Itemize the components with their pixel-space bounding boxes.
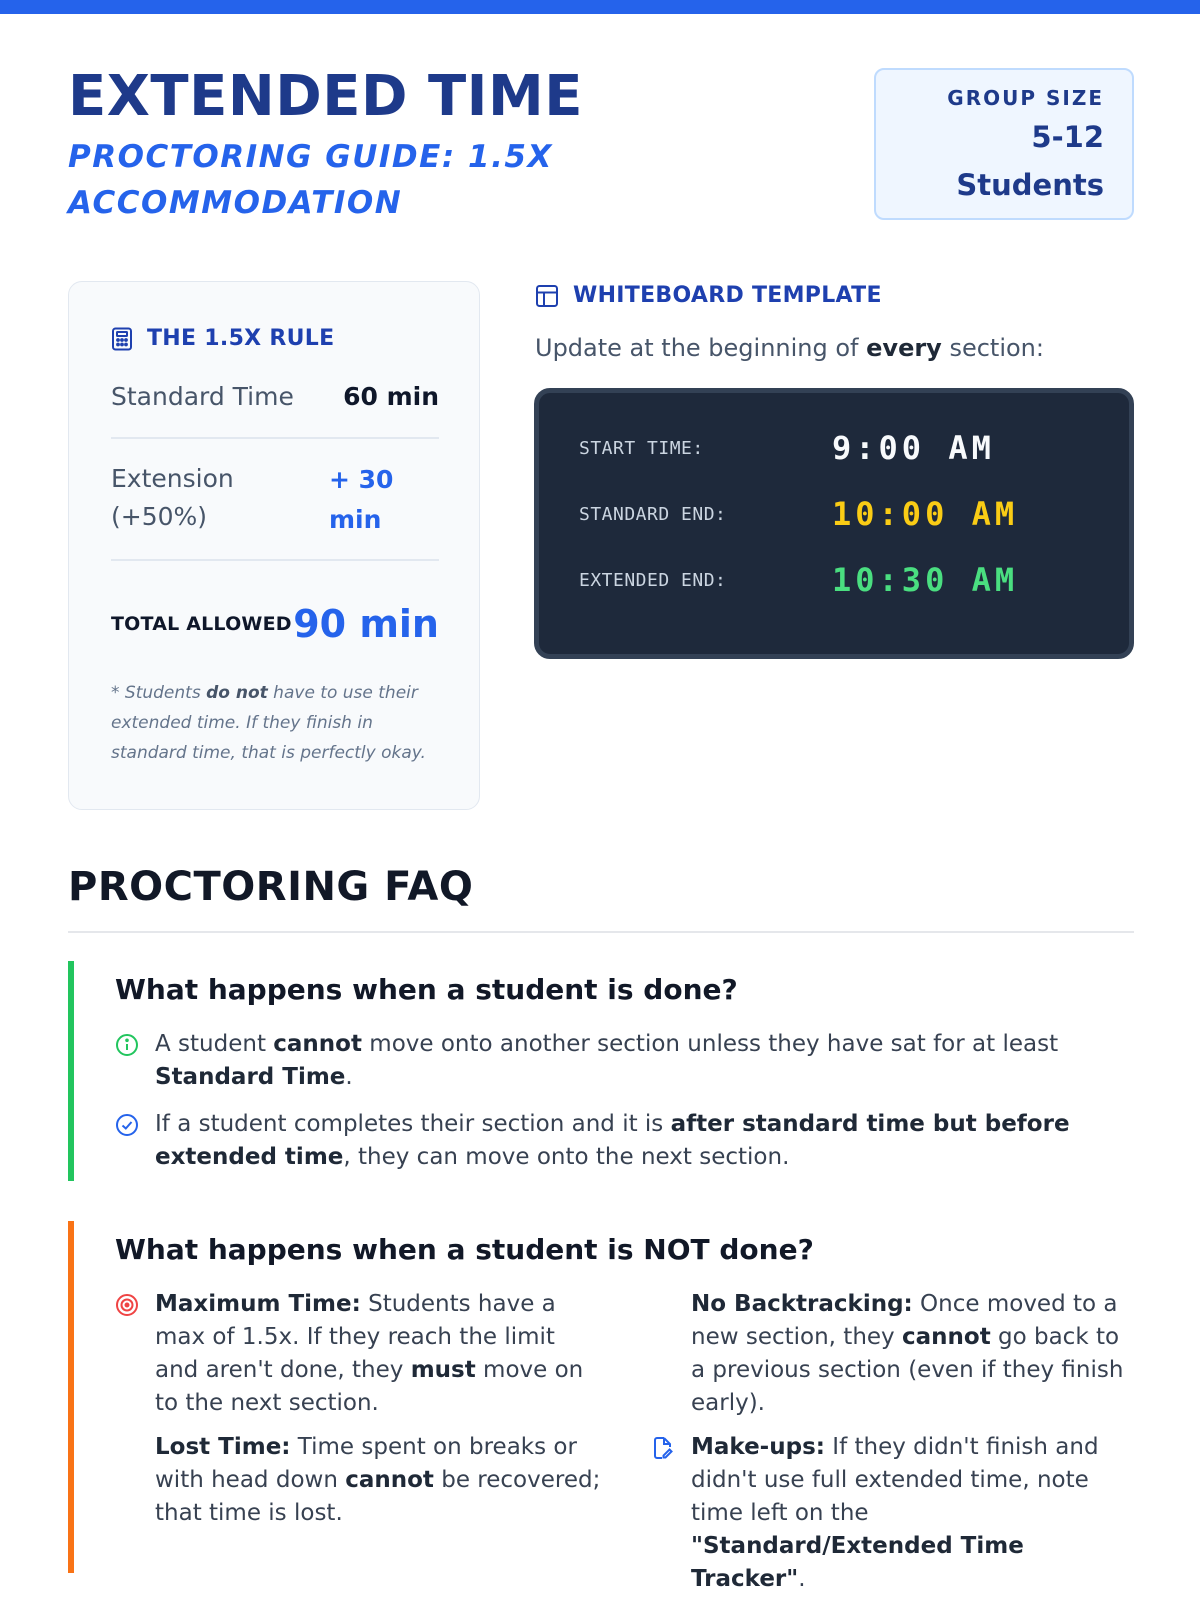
standard-time-row (111, 378, 439, 416)
faq-accent-bar (68, 1221, 74, 1573)
group-size-unit: Students (956, 168, 1104, 202)
intro-text: section: (941, 334, 1044, 362)
rule-divider (111, 437, 439, 439)
faq-answer-make-ups (651, 1431, 1136, 1596)
extension-value-line1: + 30 (329, 465, 394, 494)
faq-answer-no-backtracking (691, 1288, 1136, 1420)
info-icon (115, 1033, 139, 1057)
extension-label-line1: Extension (111, 464, 234, 493)
total-value: 90 min (293, 602, 439, 646)
faq-question: What happens when a student is done? (115, 973, 738, 1006)
layout-template-icon (535, 284, 559, 308)
extension-row (111, 460, 439, 540)
check-circle-icon (115, 1113, 139, 1137)
rule-divider (111, 559, 439, 561)
calculator-icon (111, 327, 133, 351)
board-label: START TIME: (579, 437, 704, 459)
note-emphasis: do not (206, 683, 268, 703)
extension-value-line2: min (329, 505, 382, 534)
page-title: EXTENDED TIME (68, 64, 583, 129)
board-label: STANDARD END: (579, 503, 727, 525)
top-accent-bar (0, 0, 1200, 14)
intro-emphasis: every (866, 334, 942, 362)
note-text: have to use their extended time. If they finish in standard time, that is perfectly okay. (111, 683, 426, 763)
page-subtitle: PROCTORING GUIDE: 1.5X ACCOMMODATION (68, 139, 553, 221)
target-icon (115, 1293, 139, 1317)
extension-label (111, 460, 234, 536)
standard-time-value: 60 min (343, 382, 439, 411)
board-label: EXTENDED END: (579, 569, 727, 591)
group-size-box (874, 68, 1134, 220)
board-row-start (579, 429, 1099, 467)
rule-heading-text: THE 1.5X RULE (147, 326, 335, 351)
faq-answer-text: Maximum Time: Students have a max of 1.5x. If they reach the limit and aren't done, they must move on to the next section. (155, 1291, 584, 1416)
board-value: 10:00 AM (832, 495, 1019, 533)
faq-question: What happens when a student is NOT done? (115, 1233, 814, 1266)
extension-value (329, 460, 439, 540)
intro-text: Update at the beginning of (535, 334, 867, 362)
faq-answer-lost-time (155, 1431, 605, 1530)
whiteboard-intro (535, 334, 1044, 362)
faq-answer-max-time (115, 1288, 605, 1420)
group-size-range: 5-12 (1031, 120, 1104, 154)
whiteboard-heading-text: WHITEBOARD TEMPLATE (573, 283, 882, 308)
group-size-label: GROUP SIZE (947, 86, 1104, 110)
total-label: TOTAL ALLOWED (111, 613, 292, 635)
board-value: 9:00 AM (832, 429, 995, 467)
faq-title: PROCTORING FAQ (68, 864, 474, 910)
faq-answer-text: If a student completes their section and it is after standard time but before extended time, they can move onto the next section. (155, 1111, 1070, 1170)
faq-answer-text: No Backtracking: Once moved to a new section, they cannot go back to a previous section (even if they finish early). (691, 1291, 1124, 1416)
file-edit-icon (651, 1436, 675, 1460)
whiteboard-heading (535, 283, 882, 308)
faq-divider (68, 931, 1134, 933)
total-row (111, 602, 439, 646)
faq-done-block (68, 961, 1134, 1181)
board-value: 10:30 AM (832, 561, 1019, 599)
rule-note (111, 678, 439, 768)
standard-time-label: Standard Time (111, 382, 294, 411)
faq-answer-text: Make-ups: If they didn't finish and didn't use full extended time, note time left on the "Standard/Extended Time Tracker". (691, 1434, 1099, 1592)
faq-accent-bar (68, 961, 74, 1181)
faq-answer (115, 1108, 1115, 1174)
faq-answer (115, 1028, 1115, 1094)
faq-not-done-block (68, 1221, 1134, 1592)
faq-answer-text: A student cannot move onto another section unless they have sat for at least Standard Time. (155, 1031, 1059, 1090)
faq-answer-text: Lost Time: Time spent on breaks or with head down cannot be recovered; that time is lost. (155, 1434, 601, 1526)
board-row-extended-end (579, 561, 1099, 599)
note-text: * Students (111, 683, 207, 703)
whiteboard (534, 388, 1134, 659)
rule-heading (111, 326, 334, 351)
board-row-standard-end (579, 495, 1099, 533)
rule-card (68, 281, 480, 810)
extension-label-line2: (+50%) (111, 502, 208, 531)
